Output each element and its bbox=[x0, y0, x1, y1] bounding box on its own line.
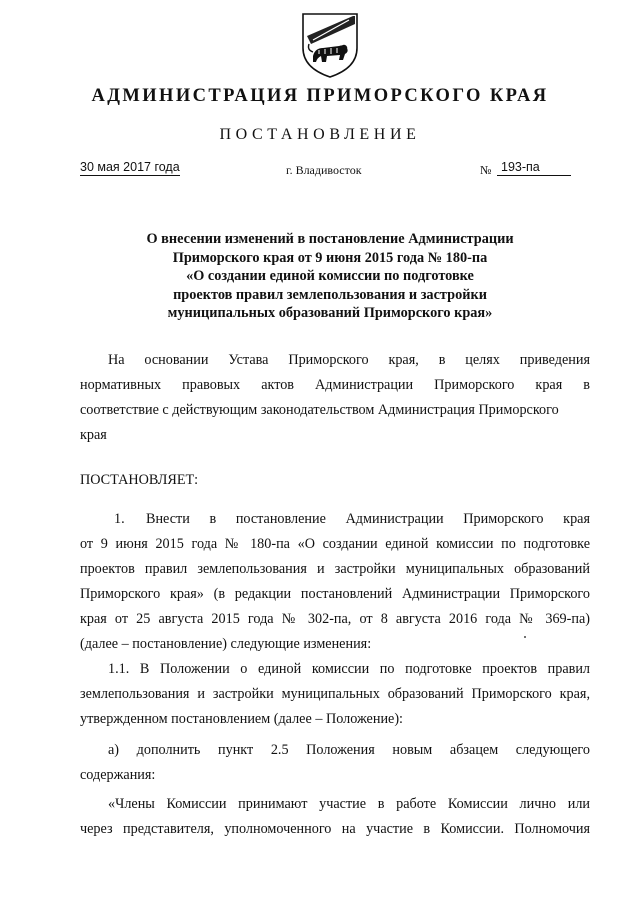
title-line: проектов правил землепользования и застройки bbox=[173, 286, 487, 303]
title-line: О внесении изменений в постановление Администрации bbox=[146, 231, 514, 247]
title-line: Приморского края от 9 июня 2015 года № 180-па bbox=[172, 249, 488, 266]
organization-name: АДМИНИСТРАЦИЯ ПРИМОРСКОГО КРАЯ bbox=[91, 86, 549, 106]
preamble-line: края bbox=[80, 427, 107, 443]
paragraph-line: (далее – постановление) следующие изменения: bbox=[80, 636, 372, 652]
primorsky-krai-coat-of-arms-icon bbox=[299, 10, 361, 80]
paragraph-line: проектов правил землепользования и застройки муниципальных образований bbox=[80, 561, 590, 577]
paragraph-line: Внести в постановление Администрации Приморского края bbox=[146, 511, 590, 527]
document-number-label: № bbox=[480, 163, 492, 177]
paragraph-line: от 9 июня 2015 года № 180-па «О создании единой комиссии по подготовке bbox=[80, 536, 590, 552]
paragraph-line: землепользования и застройки муниципальных образований Приморского края, bbox=[80, 686, 590, 702]
preamble-line: На основании Устава Приморского края, в целях приведения bbox=[108, 352, 590, 368]
paragraph-line: через представителя, уполномоченного на участие в Комиссии. Полномочия bbox=[80, 821, 590, 837]
paragraph-line: Приморского края» (в редакции постановлений Администрации Приморского bbox=[80, 586, 590, 602]
document-type: ПОСТАНОВЛЕНИЕ bbox=[219, 126, 421, 143]
document-city: г. Владивосток bbox=[286, 163, 362, 177]
paragraph-line: утвержденном постановлением (далее – Положение): bbox=[80, 711, 404, 727]
title-line: «О создании единой комиссии по подготовке bbox=[186, 268, 474, 285]
paragraph-line: края от 25 августа 2015 года № 302-па, от 8 августа 2016 года № 369-па) bbox=[80, 611, 590, 627]
resolves-heading: ПОСТАНОВЛЯЕТ: bbox=[80, 472, 199, 488]
paragraph-line: а) дополнить пункт 2.5 Положения новым абзацем следующего bbox=[108, 742, 590, 758]
preamble-line: соответствие с действующим законодательством Администрация Приморского bbox=[80, 402, 559, 418]
title-line: муниципальных образований Приморского края» bbox=[167, 305, 493, 322]
document-title bbox=[120, 230, 540, 323]
document-date: 30 мая 2017 года bbox=[80, 160, 180, 174]
paragraph-line: 1.1. В Положении о единой комиссии по подготовке проектов правил bbox=[108, 661, 590, 677]
scan-speck bbox=[524, 636, 526, 638]
document-number: 193-па bbox=[497, 160, 571, 176]
preamble-line: нормативных правовых актов Администрации Приморского края в bbox=[80, 377, 590, 393]
paragraph-line: содержания: bbox=[80, 767, 156, 783]
paragraph-line: «Члены Комиссии принимают участие в работе Комиссии лично или bbox=[108, 796, 590, 812]
item-number: 1. bbox=[114, 511, 125, 527]
